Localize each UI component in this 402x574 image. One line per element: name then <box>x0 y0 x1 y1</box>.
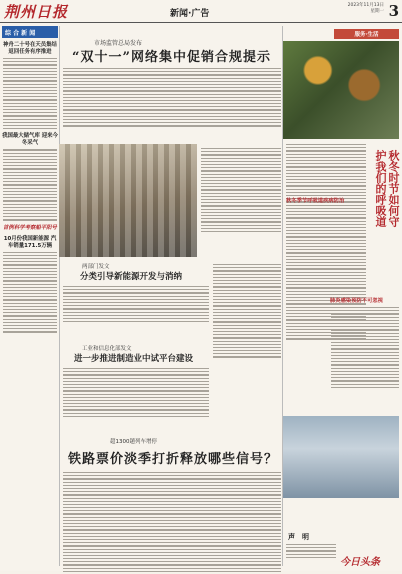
left-headline-1: 神舟二十号在天员集结 返回任务有序推进 <box>3 42 57 55</box>
notice-body <box>286 542 336 560</box>
autumn-photo <box>283 41 399 139</box>
parcel-photo <box>59 144 197 257</box>
main-body <box>63 66 281 129</box>
issue-date: 2023年11月13日 星期一 <box>347 3 384 14</box>
notice-title: 声 明 <box>288 533 309 541</box>
sub1-headline: 分类引导新能源开发与消纳 <box>80 272 183 282</box>
left-body-3 <box>3 252 57 333</box>
sub1-body <box>63 284 209 324</box>
left-headline-4: 10月份我国新能源 汽车销量171.5万辆 <box>3 235 57 249</box>
column-divider <box>59 26 60 566</box>
big-headline: 铁路票价淡季打折释放哪些信号？ <box>68 452 279 467</box>
right-body-2 <box>331 305 399 390</box>
masthead <box>0 0 402 23</box>
right-column-tag: 服务·生活 <box>334 29 399 39</box>
vertical-headline: 秋冬时节如何守护我们的呼吸道 <box>374 150 400 227</box>
page-number: 3 <box>388 2 399 20</box>
left-headline-2: 我国最大储气库 迎来今冬采气 <box>2 133 58 147</box>
sub1-kicker: 两部门发文 <box>82 264 110 270</box>
right-subhead-1: 秋冬季节呼吸道疾病防治 <box>286 198 345 204</box>
left-column <box>2 26 58 566</box>
left-body-1 <box>3 58 57 129</box>
left-headline-3: 首例科学考察船平阳号 <box>3 224 57 231</box>
big-body <box>63 470 281 574</box>
footer-logo: 今日头条 <box>340 557 380 568</box>
main-headline: “双十一”网络集中促销合规提示 <box>72 50 271 65</box>
newspaper-logo: 荆州日报 <box>4 3 69 21</box>
sub2-kicker: 工业和信息化部发文 <box>82 346 132 352</box>
section-title: 新闻·广告 <box>170 9 210 19</box>
big-kicker: 超1300趟列车增停 <box>110 439 157 445</box>
lake-photo <box>283 416 399 498</box>
right-subhead-2: 肺炎感染预防不可忽视 <box>330 298 383 304</box>
sub2-headline: 进一步推进制造业中试平台建设 <box>74 354 194 364</box>
sub2-body <box>63 366 209 419</box>
main-body-2 <box>201 146 281 234</box>
main-kicker: 市场监管总局发布 <box>94 40 143 47</box>
left-body-2 <box>3 149 57 220</box>
column-tag: 综 合 新 闻 <box>2 26 58 38</box>
sub1-body-2 <box>213 262 281 360</box>
